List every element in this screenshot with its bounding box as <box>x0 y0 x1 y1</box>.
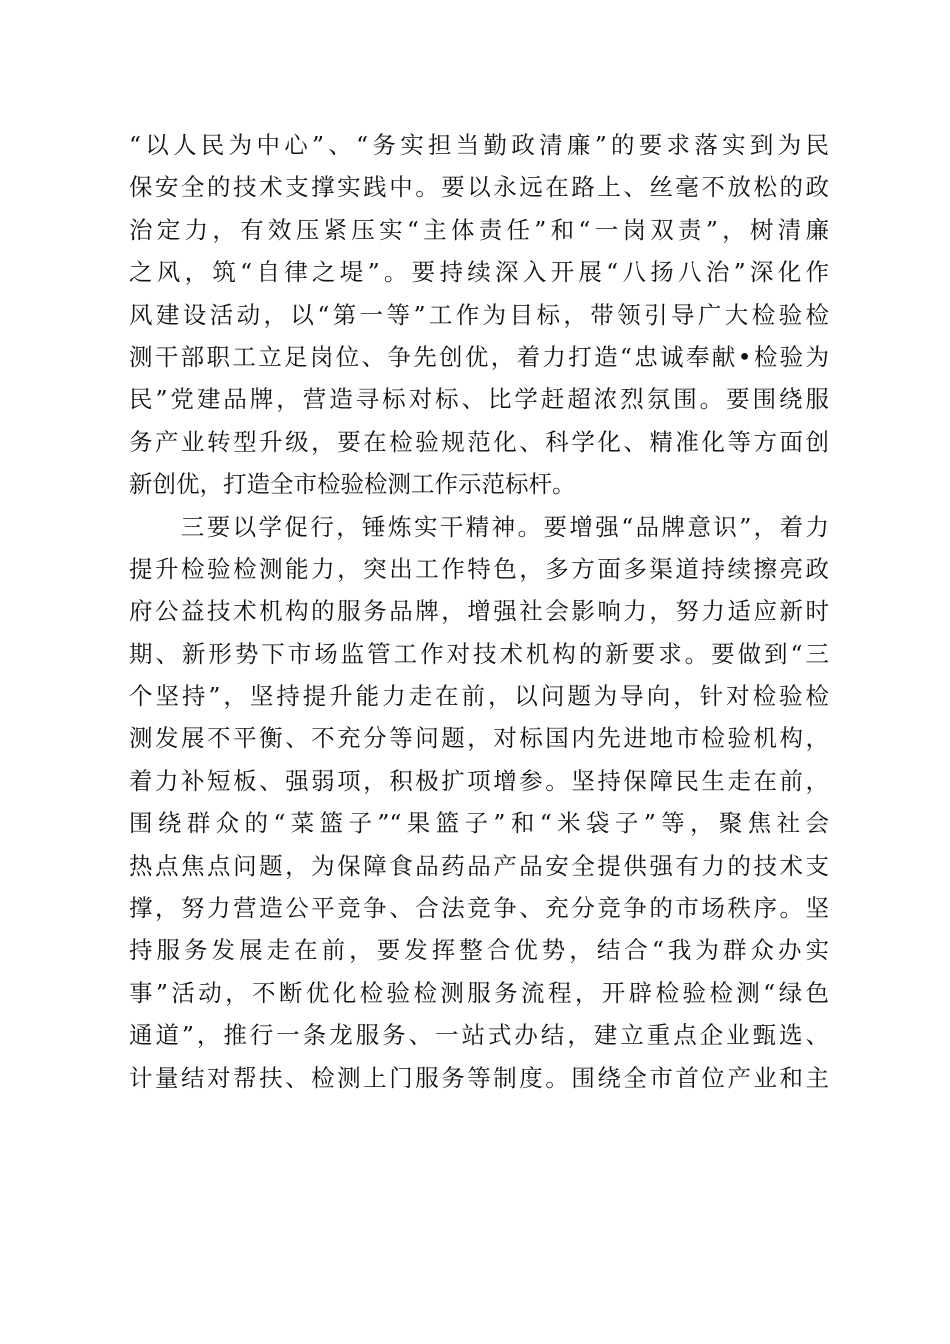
text-line: 围绕群众的“菜篮子”“果篮子”和“米袋子”等，聚焦社会 <box>129 809 829 838</box>
text-line: 期、新形势下市场监管工作对技术机构的新要求。要做到“三 <box>129 639 829 668</box>
paragraph-start-line: 三要以学促行，锤炼实干精神。要增强“品牌意识”，着力 <box>129 512 829 541</box>
text-line: “以人民为中心”、“务实担当勤政清廉”的要求落实到为民 <box>129 131 829 159</box>
text-line: 测干部职工立足岗位、争先创优，着力打造“忠诚奉献•检验为 <box>129 342 829 371</box>
text-line: 撑，努力营造公平竞争、合法竞争、充分竞争的市场秩序。坚 <box>129 894 829 923</box>
text-line: 府公益技术机构的服务品牌，增强社会影响力，努力适应新时 <box>129 597 829 626</box>
text-line: 持服务发展走在前，要发挥整合优势，结合“我为群众办实 <box>129 936 829 965</box>
body-text <box>129 124 829 1099</box>
text-line: 保安全的技术支撑实践中。要以永远在路上、丝毫不放松的政 <box>129 173 829 202</box>
text-line: 之风，筑“自律之堤”。要持续深入开展“八扬八治”深化作 <box>129 258 829 287</box>
text-line: 个坚持”，坚持提升能力走在前，以问题为导向，针对检验检 <box>129 682 829 711</box>
text-line: 风建设活动，以“第一等”工作为目标，带领引导广大检验检 <box>129 300 829 329</box>
text-line: 通道”，推行一条龙服务、一站式办结，建立重点企业甄选、 <box>129 1021 829 1050</box>
text-line: 测发展不平衡、不充分等问题，对标国内先进地市检验机构， <box>129 724 829 753</box>
paragraph-end-line: 新创优，打造全市检验检测工作示范标杆。 <box>129 470 576 499</box>
text-line: 计量结对帮扶、检测上门服务等制度。围绕全市首位产业和主 <box>129 1063 829 1092</box>
text-line: 事”活动，不断优化检验检测服务流程，开辟检验检测“绿色 <box>129 978 829 1007</box>
text-line: 治定力，有效压紧压实“主体责任”和“一岗双责”，树清廉 <box>129 215 829 244</box>
text-line: 提升检验检测能力，突出工作特色，多方面多渠道持续擦亮政 <box>129 554 829 583</box>
text-line: 着力补短板、强弱项，积极扩项增参。坚持保障民生走在前， <box>129 766 829 795</box>
text-line: 务产业转型升级，要在检验规范化、科学化、精准化等方面创 <box>129 427 829 456</box>
text-line: 热点焦点问题，为保障食品药品产品安全提供强有力的技术支 <box>129 851 829 880</box>
text-line: 民”党建品牌，营造寻标对标、比学赶超浓烈氛围。要围绕服 <box>129 385 829 414</box>
